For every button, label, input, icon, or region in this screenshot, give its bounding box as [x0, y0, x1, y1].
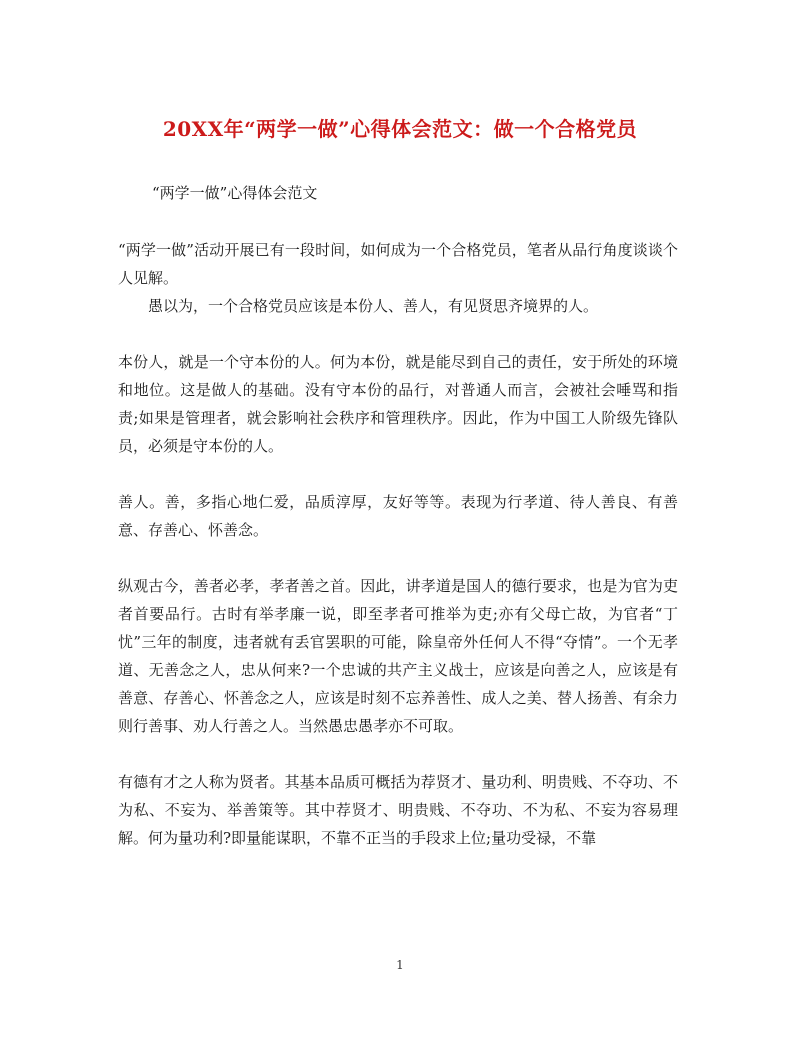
- document-body: [118, 236, 678, 852]
- document-title: 20XX年“两学一做”心得体会范文：做一个合格党员: [162, 117, 638, 141]
- paragraph-shanren: 善人。善，多指心地仁爱，品质淳厚，友好等等。表现为行孝道、待人善良、有善意、存善心、怀善念。: [118, 493, 678, 539]
- page-number: 1: [396, 958, 404, 972]
- paragraph-intro: “两学一做”活动开展已有一段时间，如何成为一个合格党员，笔者从品行角度谈谈个人见解。: [118, 241, 678, 287]
- document-subtitle: “两学一做”心得体会范文: [152, 184, 318, 202]
- paragraph-xianzhe: 有德有才之人称为贤者。其基本品质可概括为荐贤才、量功利、明贵贱、不夺功、不为私、不妄为、举善策等。其中荐贤才、明贵贱、不夺功、不为私、不妄为容易理解。何为量功利?即量能谋职，不靠不正当的手段求上位;量功受禄，不靠: [118, 773, 678, 847]
- paragraph-benfen: 本份人，就是一个守本份的人。何为本份，就是能尽到自己的责任，安于所处的环境和地位。这是做人的基础。没有守本份的品行，对普通人而言，会被社会唾骂和指责;如果是管理者，就会影响社会秩序和管理秩序。因此，作为中国工人阶级先锋队员，必须是守本份的人。: [118, 353, 678, 455]
- paragraph-thesis: 愚以为，一个合格党员应该是本份人、善人，有见贤思齐境界的人。: [148, 297, 599, 315]
- paragraph-xiaodao: 纵观古今，善者必孝，孝者善之首。因此，讲孝道是国人的德行要求，也是为官为吏者首要品行。古时有举孝廉一说，即至孝者可推举为吏;亦有父母亡故，为官者“丁忧”三年的制度，违者就有丢官罢职的可能，除皇帝外任何人不得“夺情”。一个无孝道、无善念之人，忠从何来?一个忠诚的共产主义战士，应该是向善之人，应该是有善意、存善心、怀善念之人，应该是时刻不忘养善性、成人之美、替人扬善、有余力则行善事、劝人行善之人。当然愚忠愚孝亦不可取。: [118, 577, 678, 735]
